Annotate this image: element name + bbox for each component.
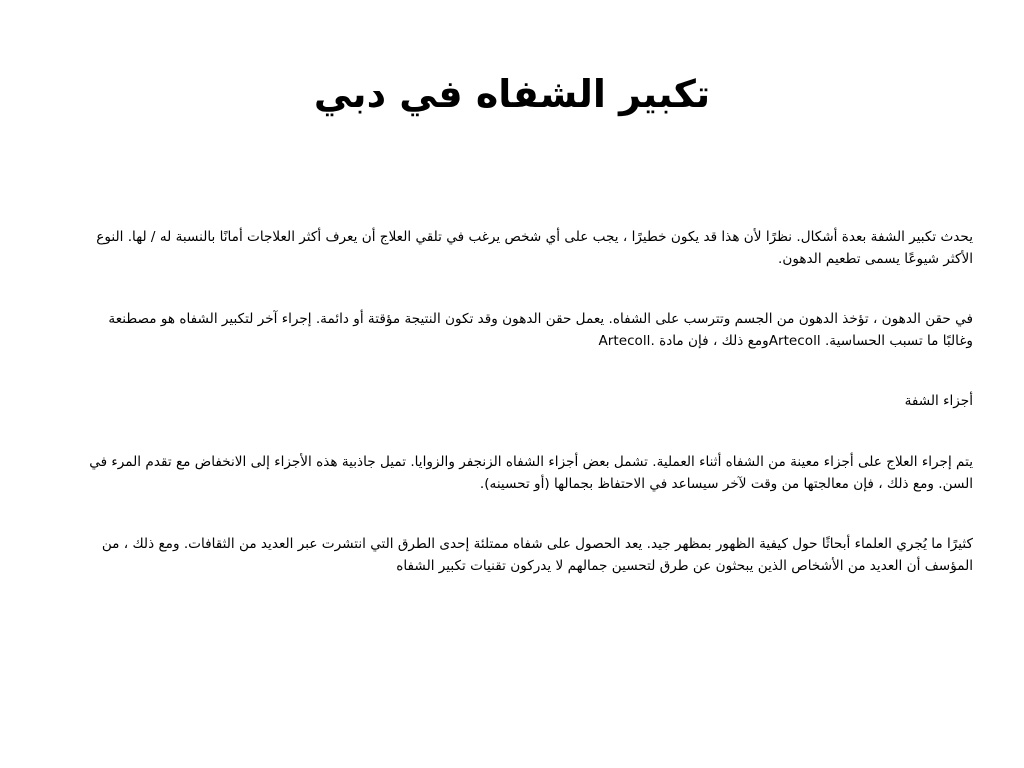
paragraph-lip-parts: يتم إجراء العلاج على أجزاء معينة من الشفاه أثناء العملية. تشمل بعض أجزاء الشفاه الزنجفر والزوايا. تميل جاذبية هذه الأجزاء إلى الانخفاض مع تقدم المرء في السن. ومع ذلك ، فإن معالجتها من وقت لآخر سيساعد في الاحتفاظ بجمالها (أو تحسينه).: [89, 454, 973, 492]
section-heading-lip-parts: أجزاء الشفة: [904, 393, 973, 409]
slide-body: [76, 226, 973, 615]
page-title: تكبير الشفاه في دبي: [313, 72, 711, 116]
paragraph-fat-injection: في حقن الدهون ، تؤخذ الدهون من الجسم وتترسب على الشفاه. يعمل حقن الدهون وقد تكون النتيجة مؤقتة أو دائمة. إجراء آخر لتكبير الشفاه هو مصطنعة وغالبًا ما تسبب الحساسية. Artecollومع ذلك ، فإن مادة .Artecoll: [108, 311, 973, 349]
paragraph-research: كثيرًا ما يُجري العلماء أبحاثًا حول كيفية الظهور بمظهر جيد. يعد الحصول على شفاه ممتلئة إحدى الطرق التي انتشرت عبر العديد من الثقافات. ومع ذلك ، من المؤسف أن العديد من الأشخاص الذين يبحثون عن طرق لتحسين جمالهم لا يدركون تقنيات تكبير الشفاه: [101, 536, 973, 574]
paragraph-intro: يحدث تكبير الشفة بعدة أشكال. نظرًا لأن هذا قد يكون خطيرًا ، يجب على أي شخص يرغب في تلقي العلاج أن يعرف أكثر العلاجات أمانًا بالنسبة له / لها. النوع الأكثر شيوعًا يسمى تطعيم الدهون.: [96, 229, 973, 267]
